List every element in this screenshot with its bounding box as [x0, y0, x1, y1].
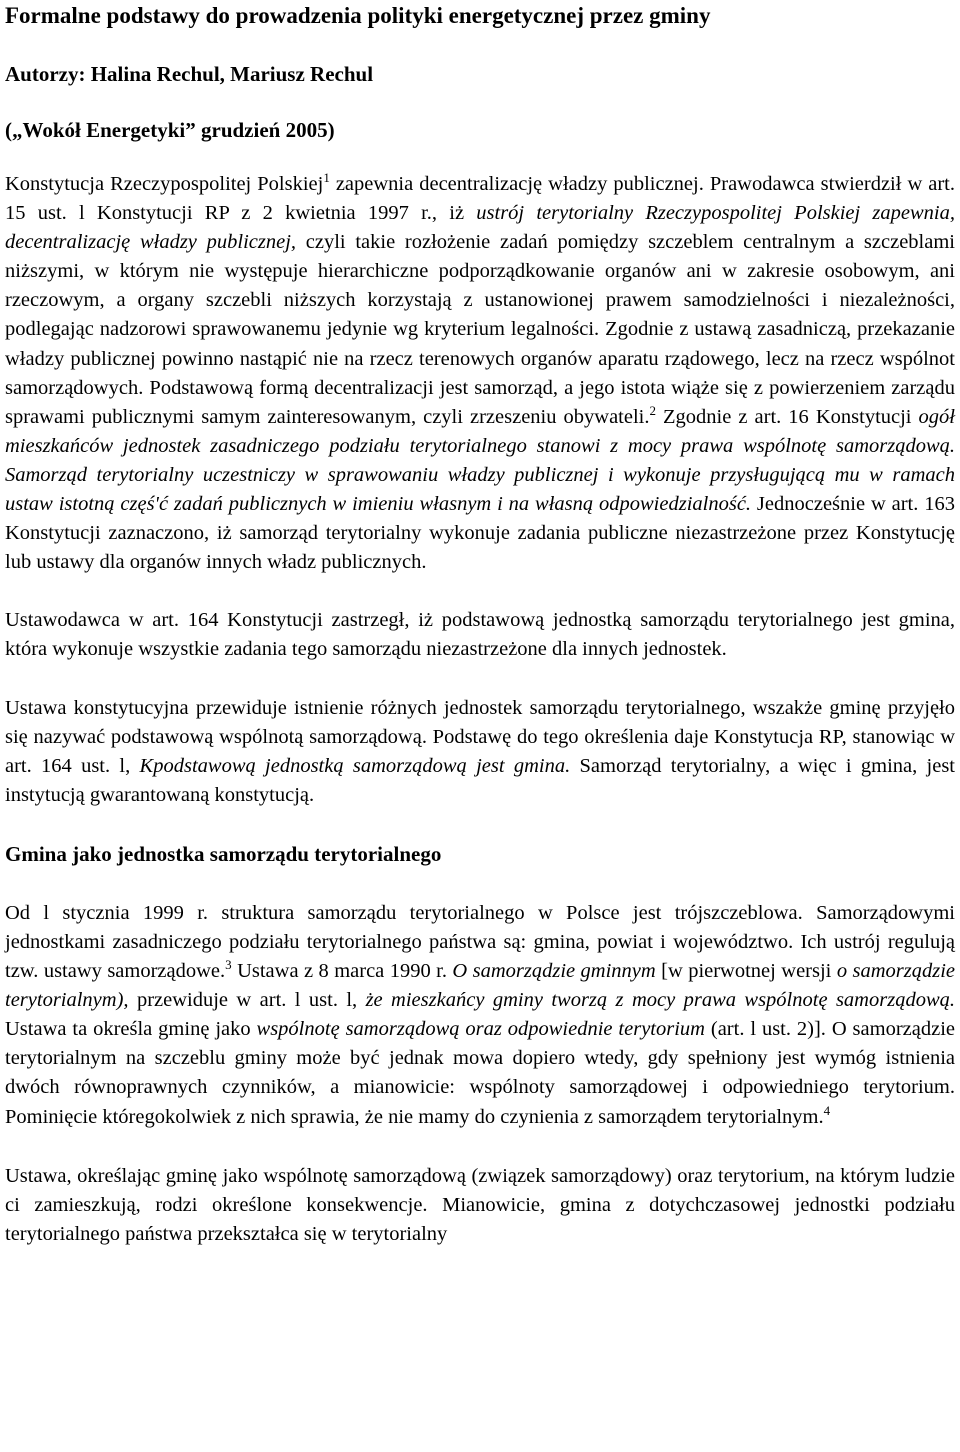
text-run: [w pierwotnej wersji [655, 960, 837, 983]
text-run: Konstytucja Rzeczypospolitej Polskiej [5, 173, 324, 195]
italic-quote: Kpodstawową jednostką samorządową jest gmina. [139, 754, 571, 777]
italic-quote: ogół mieszkańców jednostek zasadniczego podziału terytorialnego stanowi z mocy prawa wspólnotę samorządową. Samorząd terytorialny uczestniczy w sprawowaniu władzy publicznej i wykonuje przysługującą mu w ramach ustaw istotną częś'ć zadań publicznych w imieniu własnym i na własną odpowiedzialność. [5, 405, 955, 516]
text-run: Od l stycznia 1999 r. struktura samorządu terytorialnego w Polsce jest trójszczeblowa. Samorządowymi jednostkami zasadniczego podziału terytorialnego państwa są: gmina, powiat i województwo. Ich ustrój regulują tzw. ustawy samorządowe. [5, 901, 955, 983]
text-run: Ustawa, określając gminę jako wspólnotę samorządową (związek samorządowy) oraz terytorium, na którym ludzie ci zamieszkują, rodzi określone konsekwencje. Mianowicie, gmina z dotychczasowej jednostki podziału terytorialnego państwa przekształca się w terytorialny [5, 1164, 955, 1245]
text-run: Zgodnie z art. 16 Konstytucji [655, 405, 919, 428]
text-run: Ustawa z 8 marca 1990 r. [231, 960, 453, 983]
footnote-marker: 2 [649, 402, 656, 418]
text-run: Ustawa ta określa gminę jako [5, 1018, 257, 1041]
italic-quote: O samorządzie gminnym [452, 960, 656, 983]
paragraph-three-tier-structure [5, 899, 955, 1132]
italic-quote: ustrój terytorialny Rzeczypospolitej Polskiej zapewnia, decentralizację władzy publicznej, [5, 202, 955, 254]
paragraph-consequences [5, 1162, 955, 1249]
text-run: czyli takie rozłożenie zadań pomiędzy szczeblem centralnym a szczeblami niższymi, w którym nie występuje hierarchiczne podporządkowanie organów ani w zakresie osobowym, ani rzeczowym, a organy szczebli niższych korzystają z ustanowionej prawem samodzielności i niezależności, podlegając nadzorowi sprawowanemu jedynie wg kryterium legalności. Zgodnie z ustawą zasadniczą, przekazanie władzy publicznej powinno nastąpić nie na rzecz terenowych organów aparatu rządowego, lecz na rzecz wspólnot samorządowych. Podstawową formą decentralizacji jest samorząd, a jego istota wiąże się z powierzeniem zarządu sprawami publicznymi samym zainteresowanym, czyli zrzeszeniu obywateli. [5, 231, 955, 428]
paragraph-article-164 [5, 606, 955, 664]
text-run: Samorząd terytorialny, a więc i gmina, jest instytucją gwarantowaną konstytucją. [5, 754, 955, 806]
footnote-marker: 4 [823, 1102, 831, 1118]
italic-quote: wspólnotę samorządową oraz odpowiednie terytorium [256, 1018, 705, 1041]
footnote-marker: 3 [225, 957, 232, 973]
text-run: przewiduje w art. l ust. l, [128, 989, 366, 1012]
italic-quote: o samorządzie terytorialnym), [5, 960, 956, 1012]
text-run: Ustawodawca w art. 164 Konstytucji zastrzegł, iż podstawową jednostką samorządu terytorialnego jest gmina, która wykonuje wszystkie zadania tego samorządu niezastrzeżone dla innych jednostek. [5, 609, 955, 661]
document-authors: Autorzy: Halina Rechul, Mariusz Rechul [5, 62, 374, 86]
document-page [5, 0, 955, 1249]
text-run: Jednocześnie w art. 163 Konstytucji zaznaczono, iż samorząd terytorialny wykonuje zadania publiczne niezastrzeżone przez Konstytucję lub ustawy dla organów innych władz publicznych. [5, 493, 956, 574]
paragraph-constitution [5, 170, 955, 577]
italic-quote: że mieszkańcy gminy tworzą z mocy prawa wspólnotę samorządową. [365, 989, 955, 1012]
document-title: Formalne podstawy do prowadzenia polityki energetycznej przez gminy [5, 3, 711, 28]
text-run: Ustawa konstytucyjna przewiduje istnienie różnych jednostek samorządu terytorialnego, wszakże gminę przyjęło się nazywać podstawową wspólnotą samorządową. Podstawę do tego określenia daje Konstytucja RP, stanowiąc w art. 164 ust. l, [5, 696, 955, 777]
section-heading: Gmina jako jednostka samorządu terytorialnego [5, 841, 442, 866]
text-run: (art. l ust. 2)]. O samorządzie terytorialnym na szczeblu gminy może być jednak mowa dopiero wtedy, gdy spełniony jest wymóg istnienia dwóch równoprawnych czynników, a mianowicie: wspólnoty samorządowej i odpowiedniego terytorium. Pominięcie któregokolwiek z nich sprawia, że nie mamy do czynienia z samorządem terytorialnym. [5, 1018, 955, 1128]
text-run: zapewnia decentralizację władzy publicznej. Prawodawca stwierdził w art. 15 ust. l Konstytucji RP z 2 kwietnia 1997 r., iż [5, 173, 956, 225]
paragraph-basic-community [5, 694, 955, 810]
document-source: („Wokół Energetyki” grudzień 2005) [5, 118, 335, 142]
footnote-marker: 1 [323, 170, 330, 186]
